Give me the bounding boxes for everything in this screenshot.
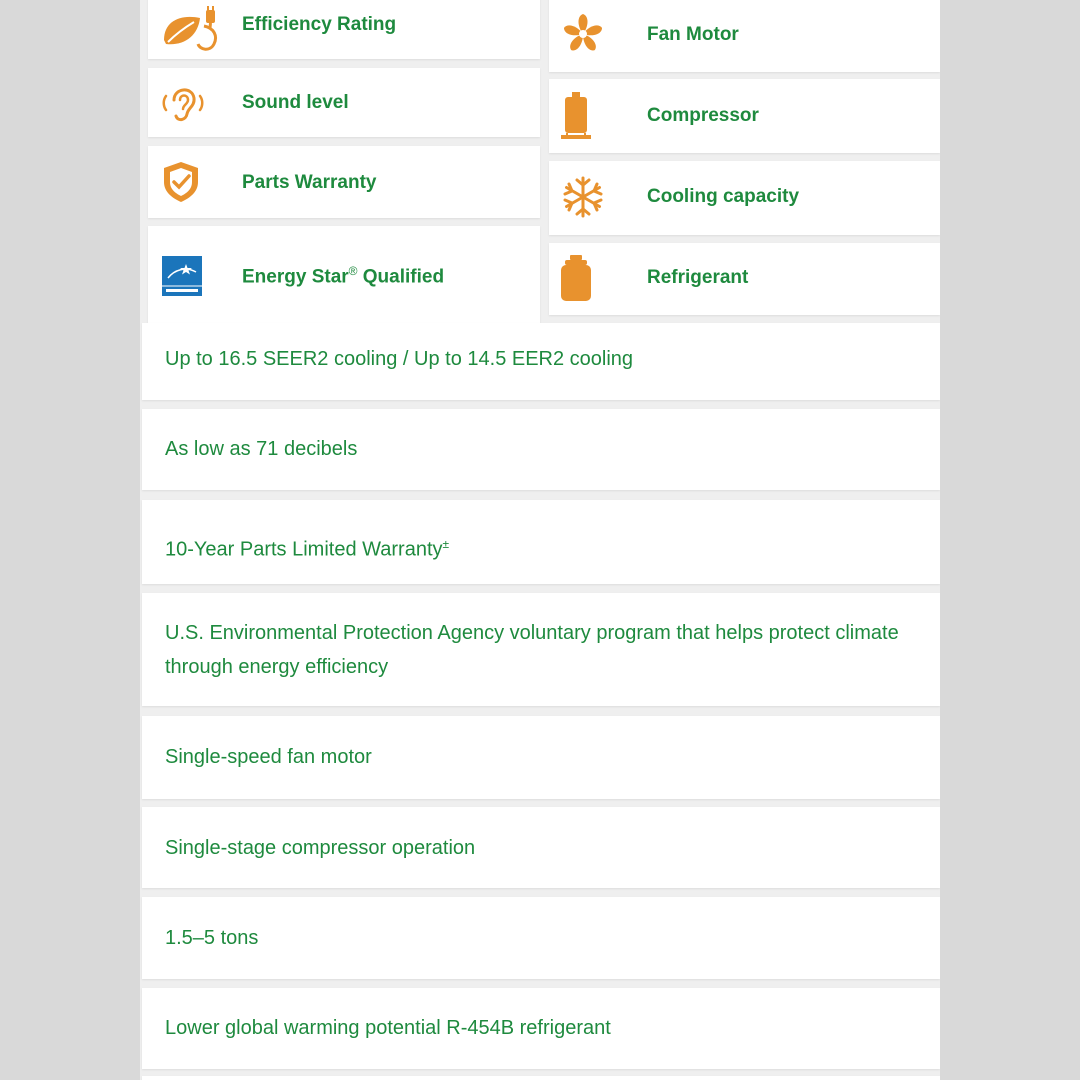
shield-check-icon	[161, 160, 201, 204]
feature-card-parts-warranty	[148, 146, 540, 218]
compressor-icon	[559, 92, 593, 140]
ear-icon	[160, 80, 206, 126]
feature-card-sound-level	[148, 68, 540, 137]
spec-row-energy-star	[142, 593, 940, 706]
feature-card-compressor	[549, 79, 940, 153]
refrigerant-tank-icon	[559, 255, 593, 303]
spec-text-energy-star: U.S. Environmental Protection Agency voluntary program that helps protect climate through energy efficiency	[165, 622, 899, 678]
spec-text-compressor: Single-stage compressor operation	[165, 837, 476, 859]
feature-card-energy-star	[148, 226, 540, 326]
spec-row-compressor	[142, 807, 940, 888]
feature-card-cooling-capacity	[549, 161, 940, 235]
spec-text-refrigerant: Lower global warming potential R-454B refrigerant	[165, 1017, 611, 1039]
spec-text-sound: As low as 71 decibels	[165, 438, 358, 460]
spec-text-fan-motor: Single-speed fan motor	[165, 746, 372, 768]
spec-row-sound	[142, 409, 940, 490]
spec-text-efficiency: Up to 16.5 SEER2 cooling / Up to 14.5 EER2 cooling	[165, 348, 634, 370]
spec-row-efficiency	[142, 323, 940, 400]
spec-text-warranty: 10-Year Parts Limited Warranty±	[165, 537, 450, 561]
leaf-plug-icon	[160, 6, 224, 54]
feature-label-fan-motor: Fan Motor	[647, 24, 739, 45]
spec-row-refrigerant	[142, 988, 940, 1069]
registered-mark: ®	[348, 264, 358, 278]
snowflake-icon	[561, 175, 605, 219]
feature-label-compressor: Compressor	[647, 105, 759, 126]
feature-label-sound-level: Sound level	[242, 92, 349, 113]
feature-label-refrigerant: Refrigerant	[647, 267, 749, 288]
spec-row-fan-motor	[142, 716, 940, 799]
spec-row-partial	[142, 1076, 940, 1080]
footnote-mark: ±	[442, 537, 450, 551]
product-spec-page	[140, 0, 940, 1080]
spec-text-cooling-capacity: 1.5–5 tons	[165, 927, 259, 949]
feature-label-cooling-capacity: Cooling capacity	[647, 186, 800, 207]
feature-label-energy-star: Energy Star® Qualified	[242, 264, 445, 288]
spec-row-warranty	[142, 500, 940, 584]
feature-card-efficiency-rating	[148, 0, 540, 59]
spec-row-cooling-capacity	[142, 897, 940, 979]
feature-card-fan-motor	[549, 0, 940, 72]
fan-icon	[559, 10, 607, 58]
feature-card-refrigerant	[549, 243, 940, 315]
feature-label-parts-warranty: Parts Warranty	[242, 172, 377, 193]
feature-label-efficiency-rating: Efficiency Rating	[242, 14, 397, 35]
energy-star-logo	[162, 256, 202, 296]
